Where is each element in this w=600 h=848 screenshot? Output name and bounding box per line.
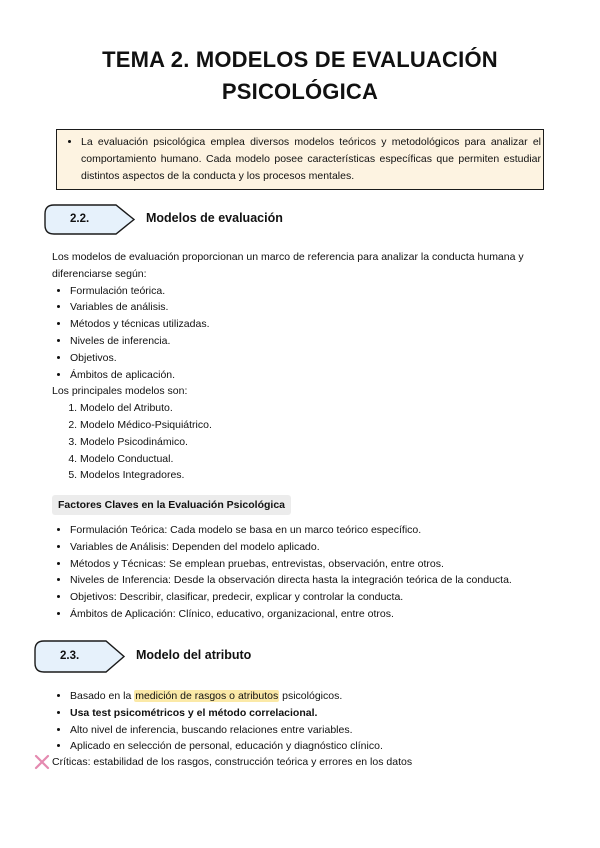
text-fragment: psicológicos. (279, 690, 343, 702)
section-number: 2.3. (60, 650, 80, 662)
list-item: • Variables de análisis. (70, 299, 552, 316)
bold-text: test psicométricos y el método correlacional. (92, 706, 318, 719)
list-item: • Niveles de Inferencia: Desde la observación directa hasta la integración teórica de la conducta. (70, 572, 552, 589)
list-item: 1. Modelo del Atributo. (80, 400, 552, 417)
list-item: • Objetivos. (70, 350, 552, 367)
section-tag-2-2 (44, 204, 136, 235)
list-item: 4. Modelo Conductual. (80, 451, 552, 468)
section-heading-2-3: Modelo del atributo (136, 648, 252, 662)
intro-box (56, 129, 544, 190)
list-item: • Métodos y técnicas utilizadas. (70, 316, 552, 333)
intro-text: • La evaluación psicológica emplea diversos modelos teóricos y metodológicos para analizar el comportamiento humano. Cada modelo posee características específicas que permiten estudiar distintos aspectos de la conducta y los procesos mentales. (81, 134, 541, 185)
section-tag-2-3 (34, 640, 126, 671)
tag-shape (44, 204, 136, 235)
list-item: • Ámbitos de aplicación. (70, 367, 552, 384)
list-item: • Niveles de inferencia. (70, 333, 552, 350)
page-title (0, 44, 600, 108)
list-item: • Ámbitos de Aplicación: Clínico, educativo, organizacional, entre otros. (70, 606, 552, 623)
cross-icon (34, 754, 50, 775)
list-item: • Formulación Teórica: Cada modelo se basa en un marco teórico específico. (70, 522, 552, 539)
highlighted-text: medición de rasgos o atributos (135, 690, 279, 702)
list-item: • Formulación teórica. (70, 283, 552, 300)
tag-shape (34, 640, 126, 673)
section-number: 2.2. (70, 213, 90, 225)
list-item: • Objetivos: Describir, clasificar, predecir, explicar y controlar la conducta. (70, 589, 552, 606)
intro-paragraph: Los modelos de evaluación proporcionan un marco de referencia para analizar la conducta humana y diferenciarse según: (52, 251, 524, 280)
section-2-2-body (52, 249, 552, 484)
title-line-1: TEMA 2. MODELOS DE EVALUACIÓN (102, 47, 498, 72)
list-item (70, 705, 552, 722)
list-item: • Alto nivel de inferencia, buscando relaciones entre variables. (70, 722, 552, 739)
text-fragment: Usa (70, 706, 93, 719)
list-item: • Aplicado en selección de personal, educación y diagnóstico clínico. (70, 738, 552, 755)
list-item: • Variables de Análisis: Dependen del modelo aplicado. (70, 539, 552, 556)
text-fragment: Basado en la (70, 690, 135, 702)
title-line-2: PSICOLÓGICA (221, 79, 379, 104)
list-item: 5. Modelos Integradores. (80, 467, 552, 484)
key-factors-list (52, 522, 552, 623)
list-item: 3. Modelo Psicodinámico. (80, 434, 552, 451)
list-item (70, 688, 552, 705)
criticas-text: Críticas: estabilidad de los rasgos, construcción teórica y errores en los datos (52, 756, 413, 768)
list-item: • Métodos y Técnicas: Se emplean pruebas, entrevistas, observación, entre otros. (70, 556, 552, 573)
key-factors-title: Factores Claves en la Evaluación Psicológica (52, 495, 291, 515)
list-item: 2. Modelo Médico-Psiquiátrico. (80, 417, 552, 434)
section-2-3-body (52, 688, 552, 755)
section-heading-2-2: Modelos de evaluación (146, 211, 283, 225)
models-intro: Los principales modelos son: (52, 385, 188, 398)
